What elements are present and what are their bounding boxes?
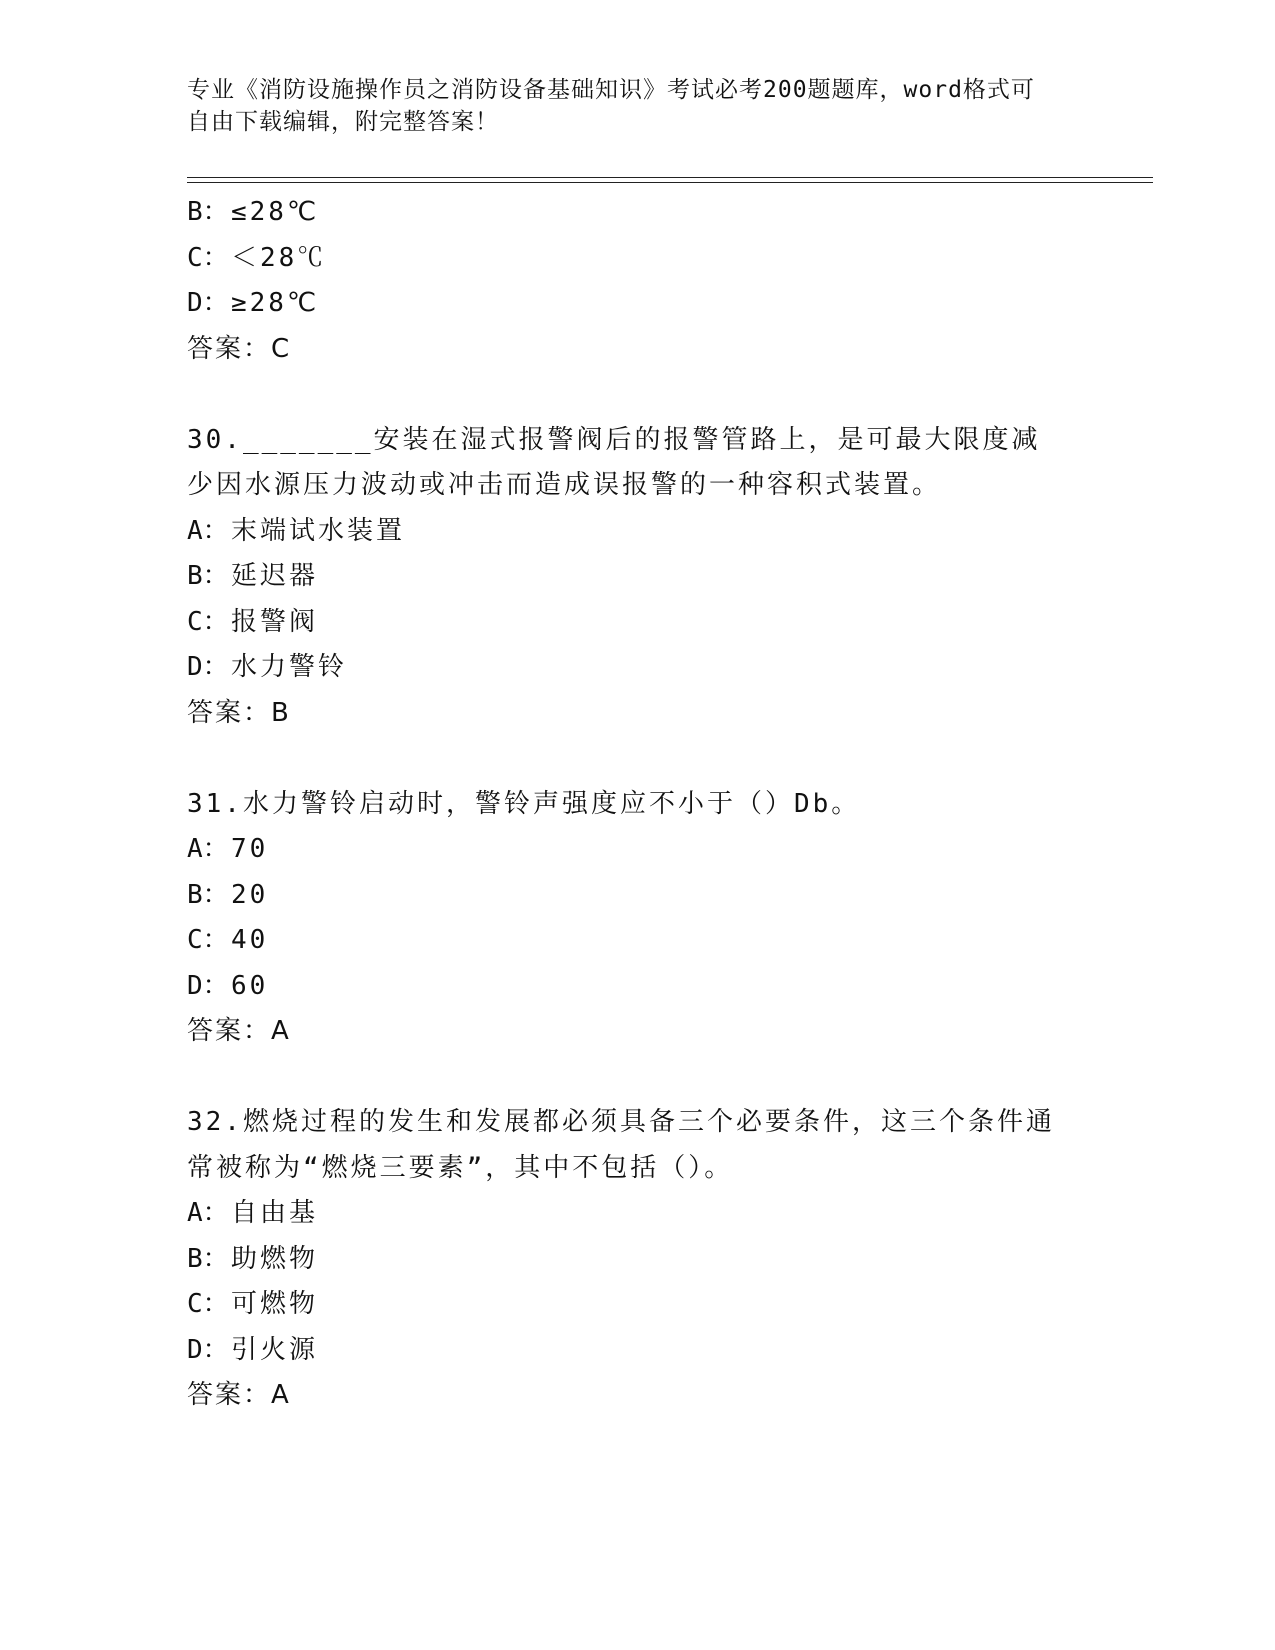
option-text: ≥28℃ — [231, 288, 320, 318]
question-stem: 31.水力警铃启动时，警铃声强度应不小于（）Db。 — [187, 788, 861, 819]
option-text: 可燃物 — [231, 1289, 319, 1319]
option-d — [187, 645, 1087, 691]
option-c — [187, 236, 1087, 282]
option-c — [187, 918, 1087, 964]
answer-line: 答案：A — [187, 1016, 291, 1046]
option-label: C： — [187, 925, 229, 955]
option-text: 40 — [231, 925, 269, 955]
option-text: ＜28℃ — [231, 242, 327, 273]
spacer — [187, 736, 1087, 782]
question-list — [187, 190, 1087, 1419]
header-line-2: 自由下载编辑，附完整答案！ — [187, 109, 499, 135]
option-label: C： — [187, 606, 229, 637]
header-divider-bottom — [187, 182, 1153, 183]
option-label: D： — [187, 970, 229, 1001]
option-label: B： — [187, 1243, 229, 1274]
option-a — [187, 1191, 1087, 1237]
option-b — [187, 190, 1087, 236]
option-label: B： — [187, 561, 229, 591]
option-text: 水力警铃 — [231, 652, 348, 682]
option-label: D： — [187, 652, 229, 682]
option-label: D： — [187, 1334, 229, 1365]
option-text: 引火源 — [231, 1334, 319, 1365]
option-text: 末端试水装置 — [231, 515, 406, 546]
option-label: C： — [187, 1289, 229, 1319]
option-label: B： — [187, 879, 229, 910]
option-label: A： — [187, 834, 229, 864]
option-text: 70 — [231, 834, 269, 864]
option-label: C： — [187, 242, 229, 273]
spacer — [187, 372, 1087, 418]
option-text: ≤28℃ — [231, 197, 320, 227]
option-a — [187, 827, 1087, 873]
question-32 — [187, 1100, 1087, 1419]
question-stem: 30._______安装在湿式报警阀后的报警管路上，是可最大限度减少因水源压力波动或冲击而造成误报警的一种容积式装置。 — [187, 424, 1041, 500]
answer-line: 答案：C — [187, 333, 292, 364]
option-text: 自由基 — [231, 1198, 319, 1228]
option-text: 报警阀 — [231, 606, 319, 637]
question-stem: 32.燃烧过程的发生和发展都必须具备三个必要条件，这三个条件通常被称为“燃烧三要素”，其中不包括（）。 — [187, 1107, 1055, 1183]
option-d — [187, 281, 1087, 327]
option-label: A： — [187, 515, 229, 546]
option-label: D： — [187, 288, 229, 318]
option-a — [187, 509, 1087, 555]
option-text: 延迟器 — [231, 561, 319, 591]
option-text: 助燃物 — [231, 1243, 319, 1274]
document-header — [187, 74, 1067, 138]
question-30 — [187, 418, 1087, 737]
option-d — [187, 964, 1087, 1010]
option-b — [187, 1237, 1087, 1283]
option-d — [187, 1328, 1087, 1374]
header-line-1: 专业《消防设施操作员之消防设备基础知识》考试必考200题题库，word格式可 — [187, 77, 1035, 103]
option-c — [187, 1282, 1087, 1328]
option-label: A： — [187, 1198, 229, 1228]
answer-line: 答案：A — [187, 1380, 291, 1410]
option-c — [187, 600, 1087, 646]
option-label: B： — [187, 197, 229, 227]
option-text: 60 — [231, 970, 269, 1001]
option-b — [187, 554, 1087, 600]
question-31 — [187, 782, 1087, 1055]
spacer — [187, 1055, 1087, 1101]
option-b — [187, 873, 1087, 919]
answer-line: 答案：B — [187, 697, 291, 728]
option-text: 20 — [231, 879, 269, 910]
continued-question — [187, 190, 1087, 372]
header-divider-top — [187, 177, 1153, 178]
